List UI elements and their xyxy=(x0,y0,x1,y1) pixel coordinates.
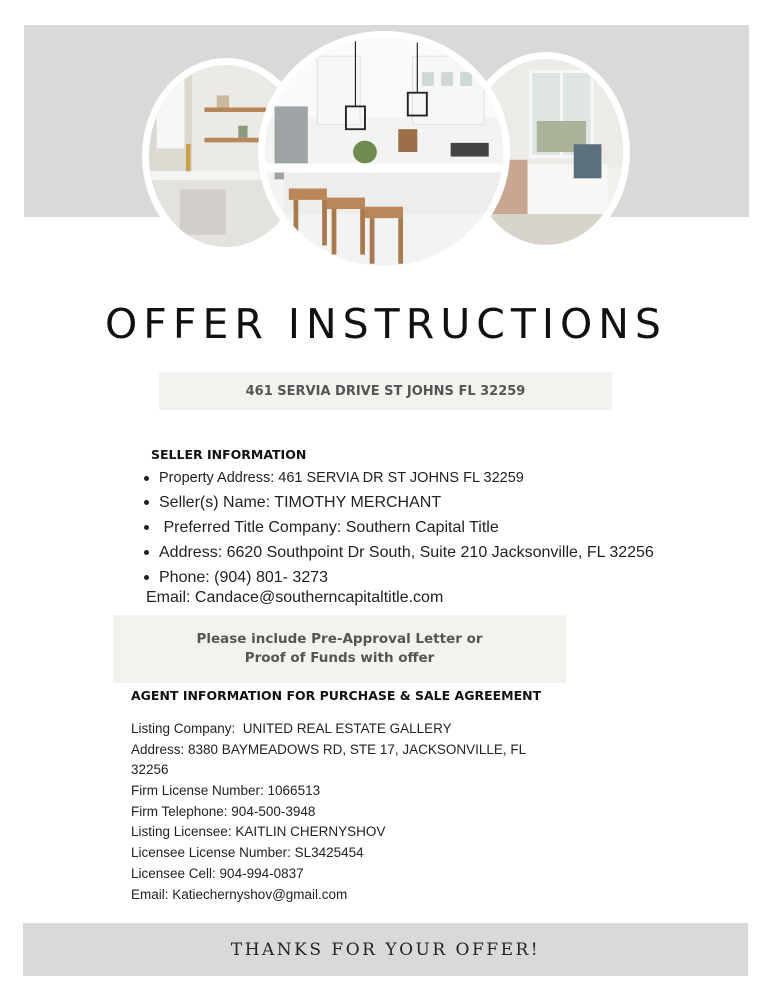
title-company-text: Preferred Title Company: Southern Capital Title xyxy=(159,519,499,536)
photo-kitchen xyxy=(258,31,510,273)
bullet-icon xyxy=(144,476,149,481)
bullet-icon xyxy=(144,500,149,505)
property-address-text: Property Address: 461 SERVIA DR ST JOHNS FL 32259 xyxy=(159,470,524,486)
list-item: 32256 xyxy=(131,762,169,778)
property-address-banner: 461 SERVIA DRIVE ST JOHNS FL 32259 xyxy=(159,372,612,410)
list-item xyxy=(142,565,654,590)
bullet-icon xyxy=(144,575,149,580)
agent-information-heading: AGENT INFORMATION FOR PURCHASE & SALE AGREEMENT xyxy=(131,688,542,703)
bullet-icon xyxy=(144,525,149,530)
list-item: Licensee Cell: 904-994-0837 xyxy=(131,865,304,881)
pre-approval-note xyxy=(113,615,566,683)
seller-information-heading: SELLER INFORMATION xyxy=(151,447,307,462)
phone-text: Phone: (904) 801- 3273 xyxy=(159,569,329,586)
list-item: Listing Licensee: KAITLIN CHERNYSHOV xyxy=(131,824,386,840)
bullet-icon xyxy=(144,550,149,555)
list-item: Address: 8380 BAYMEADOWS RD, STE 17, JACKSONVILLE, FL xyxy=(131,741,527,757)
list-item: Listing Company: UNITED REAL ESTATE GALLERY xyxy=(131,721,452,736)
list-item xyxy=(142,490,654,515)
list-item xyxy=(142,515,654,540)
list-item xyxy=(142,540,654,565)
list-item: Licensee License Number: SL3425454 xyxy=(131,845,364,861)
title-company-email: Email: Candace@southerncapitaltitle.com xyxy=(146,589,444,606)
list-item xyxy=(142,466,654,490)
title-company-address-text: Address: 6620 Southpoint Dr South, Suite 210 Jacksonville, FL 32256 xyxy=(159,544,654,561)
note-line-1: Please include Pre-Approval Letter or xyxy=(196,631,483,647)
agent-information-list xyxy=(131,719,526,905)
seller-name-text: Seller(s) Name: TIMOTHY MERCHANT xyxy=(159,494,442,511)
list-item: Email: Katiechernyshov@gmail.com xyxy=(131,886,348,902)
seller-information-list xyxy=(142,466,654,590)
note-line-2: Proof of Funds with offer xyxy=(244,650,435,666)
list-item: Firm License Number: 1066513 xyxy=(131,783,321,799)
list-item: Firm Telephone: 904-500-3948 xyxy=(131,803,316,819)
page-title: OFFER INSTRUCTIONS xyxy=(105,300,667,348)
footer-banner: THANKS FOR YOUR OFFER! xyxy=(23,923,748,976)
